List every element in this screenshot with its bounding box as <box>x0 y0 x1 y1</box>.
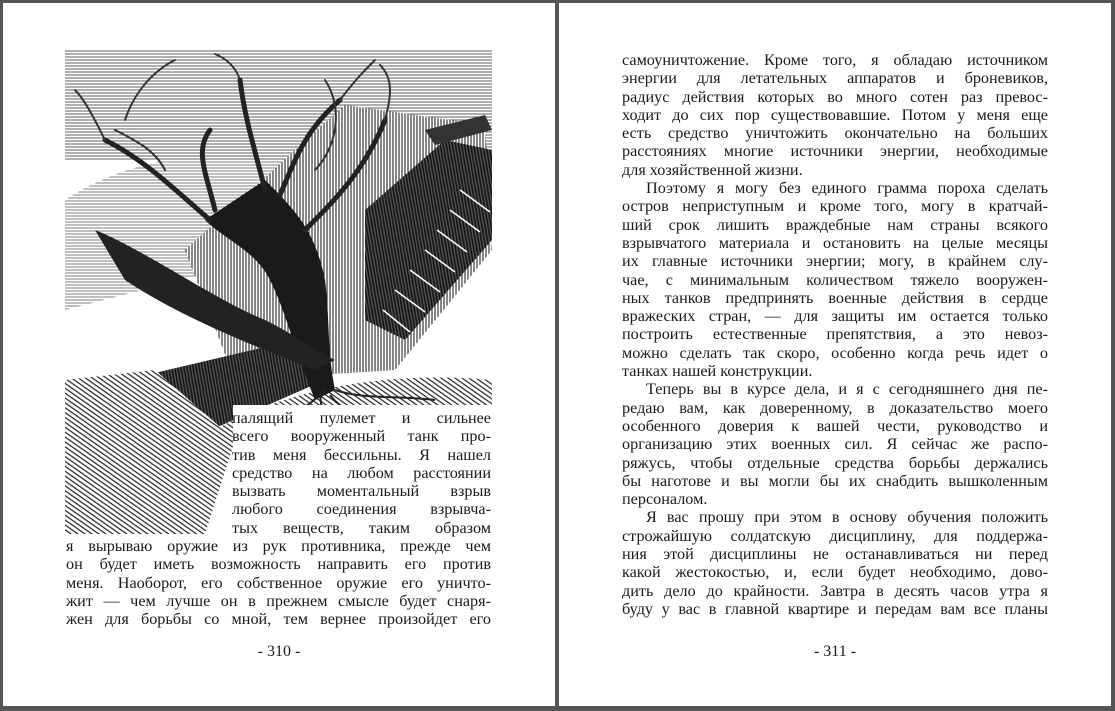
text-line: Я вас прошу при этом в основу обучения положить <box>646 508 1048 527</box>
text-line: персоналом. <box>622 490 708 509</box>
text-line: я вырываю оружие из рук противника, прежде чем <box>66 537 491 555</box>
text-line: организацию этих военных сил. Я сейчас же распо- <box>622 435 1048 454</box>
text-line: редаю вам, как доверенному, в доказательство моего <box>622 398 1048 417</box>
right-body-text <box>622 51 1048 618</box>
paragraph <box>622 179 1048 380</box>
text-line: особенного доверия к вашей чести, руководство и <box>622 416 1048 435</box>
text-line: средство на любом расстоянии <box>232 463 491 482</box>
text-line: тых веществ, таким образом <box>232 518 491 537</box>
paragraph <box>622 508 1048 618</box>
text-line: ных танков предпринять военные действия в сердце <box>622 288 1048 307</box>
text-line: можно сделать так скоро, особенно когда речь идет о <box>622 343 1048 362</box>
text-line: ходит до сих пор существовавшие. Потом у меня еще <box>622 105 1048 124</box>
right-page <box>559 3 1111 706</box>
text-line: самоуничтожение. Кроме того, я обладаю источником <box>622 51 1048 69</box>
text-line: ший срок лишить враждебные нам страны всякого <box>622 215 1048 234</box>
text-line: их главные источники энергии; могу, в крайнем слу- <box>622 252 1048 271</box>
text-line: вызвать моментальный взрыв <box>232 482 491 501</box>
left-body-text <box>66 537 491 628</box>
left-wrap-text <box>232 409 491 537</box>
text-line: дить дело до крайности. Завтра в десять часов утра я <box>622 581 1048 600</box>
text-line: танках нашей конструкции. <box>622 362 813 381</box>
text-line: палящий пулемет и сильнее <box>232 409 491 427</box>
text-line: чае, с минимальным количеством тяжело вооружен- <box>622 270 1048 289</box>
page-number: - 311 - <box>813 643 857 660</box>
text-line: Поэтому я могу без единого грамма пороха сделать <box>646 179 1048 198</box>
text-line: есть средство уничтожить окончательно на больших <box>622 124 1048 143</box>
text-line: всего вооруженный танк про- <box>232 427 491 446</box>
text-line: расстояниях многие источники энергии, необходимые <box>622 142 1048 161</box>
text-line: ряжусь, чтобы отдельные средства борьбы держались <box>622 453 1048 472</box>
text-line: он будет иметь возможность направить его против <box>66 555 491 574</box>
text-line: Теперь вы в курсе дела, и я с сегодняшнего дня пе- <box>646 380 1048 399</box>
text-line: буду у вас в главной квартире и передам вам все планы <box>622 599 1048 618</box>
text-line: для хозяйственной жизни. <box>622 160 803 179</box>
left-page <box>3 3 555 706</box>
text-line: вражеских стран, — для защиты им остается только <box>622 307 1048 326</box>
text-line: радиус действия которых во много сотен раз превос- <box>622 87 1048 106</box>
text-line: остров неприступным и кроме того, могу в кратчай- <box>622 197 1048 216</box>
text-line: построить естественные препятствия, а это невоз- <box>622 325 1048 344</box>
text-line: взрывчатого материала и остановить на целые месяцы <box>622 233 1048 252</box>
text-line: любого соединения взрывча- <box>232 500 491 519</box>
text-line: жен для борьбы со мной, тем вернее произойдет его <box>66 610 491 629</box>
text-line: жит — чем лучше он в прежнем смысле будет снаря- <box>66 591 491 610</box>
text-line: энергии для летательных аппаратов и броневиков, <box>622 69 1048 88</box>
text-line: тив меня бессильны. Я нашел <box>232 445 491 464</box>
text-line: ния этой дисциплины не останавливаться ни перед <box>622 545 1048 564</box>
text-line: строжайшую солдатскую дисциплину, для поддержа- <box>622 526 1048 545</box>
text-line: бы наготове и вы могли бы их снабдить вышколенным <box>622 471 1048 490</box>
paragraph <box>622 380 1048 508</box>
text-line: меня. Наоборот, его собственное оружие его уничто- <box>66 573 491 592</box>
paragraph <box>622 51 1048 179</box>
text-line: какой жестокостью, и, если будет необходимо, дово- <box>622 563 1048 582</box>
page-number: - 310 - <box>257 643 301 660</box>
